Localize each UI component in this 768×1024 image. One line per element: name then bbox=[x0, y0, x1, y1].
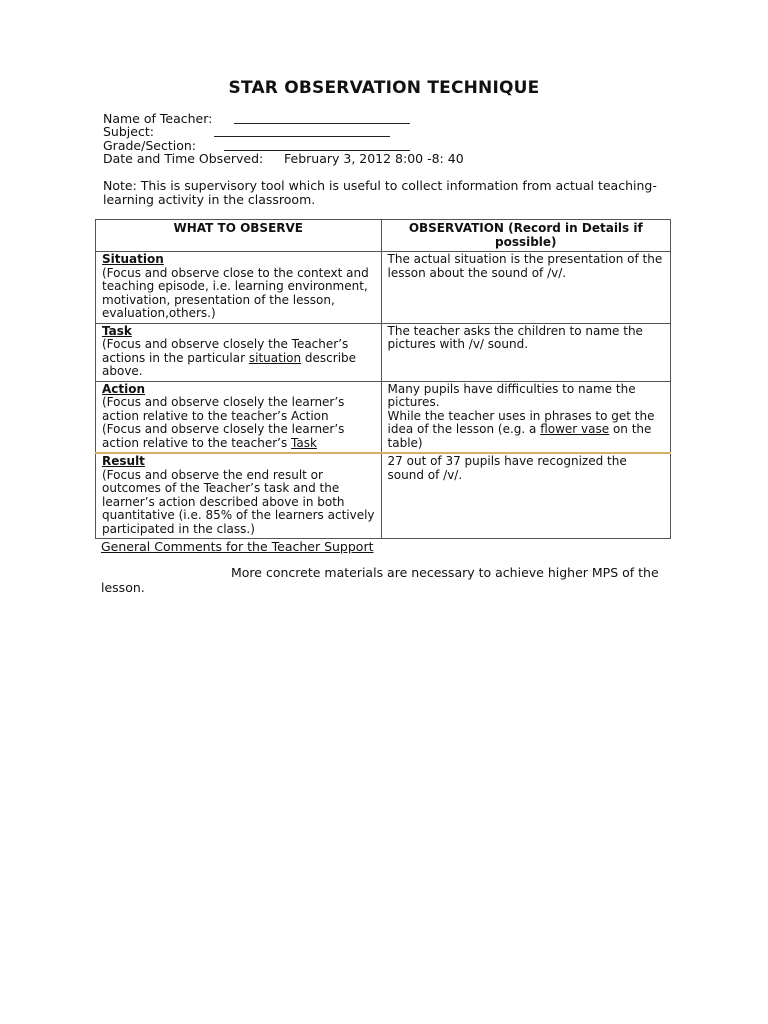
table-row-result bbox=[96, 453, 671, 539]
teacher-name-line bbox=[234, 123, 410, 124]
flower-vase-link: flower vase bbox=[540, 422, 610, 436]
action-cell bbox=[96, 381, 382, 453]
grade-section-label: Grade/Section: bbox=[103, 137, 196, 153]
table-header-row bbox=[96, 220, 671, 252]
grade-section-row bbox=[103, 139, 263, 152]
task-description-end: describe above. bbox=[102, 350, 357, 378]
action-observation-2-end: on the table) bbox=[387, 422, 652, 450]
general-comments-body: More concrete materials are necessary to achieve higher MPS of the lesson. bbox=[101, 565, 659, 595]
task-description-start: (Focus and observe closely the Teacher’s actions in the particular bbox=[102, 337, 349, 365]
situation-description: (Focus and observe close to the context and teaching episode, i.e. learning environment, motivation, presentation of the lesson, evaluation,others.) bbox=[102, 265, 369, 320]
situation-label: Situation bbox=[102, 252, 164, 266]
result-description: (Focus and observe the end result or outcomes of the Teacher’s task and the learner’s action described above in both quantitative (i.e. 85% of the learners actively participated in the class.) bbox=[102, 467, 375, 536]
date-time-label: Date and Time Observed: bbox=[103, 150, 264, 166]
subject-line bbox=[214, 136, 390, 137]
situation-cell bbox=[96, 252, 382, 324]
table-row-action bbox=[96, 381, 671, 453]
action-description-1: (Focus and observe closely the learner’s action relative to the teacher’s Action bbox=[102, 395, 345, 423]
result-label: Result bbox=[102, 454, 145, 468]
table-row-task bbox=[96, 323, 671, 381]
teacher-name-label: Name of Teacher: bbox=[103, 111, 213, 126]
header-what-to-observe: WHAT TO OBSERVE bbox=[96, 220, 382, 252]
general-comments-heading: General Comments for the Teacher Support bbox=[101, 539, 374, 554]
action-label: Action bbox=[102, 381, 146, 396]
date-time-row bbox=[103, 150, 464, 166]
task-observation: The teacher asks the children to name the pictures with /v/ sound. bbox=[381, 323, 670, 381]
action-description-2: (Focus and observe closely the learner’s action relative to the teacher’s bbox=[102, 422, 345, 450]
action-task-link: Task bbox=[291, 435, 317, 450]
action-observation-1: Many pupils have difficulties to name the pictures. bbox=[387, 381, 636, 409]
action-observation-cell bbox=[381, 381, 670, 453]
task-situation-link: situation bbox=[248, 350, 302, 365]
table-row-situation bbox=[96, 252, 671, 324]
teacher-info-block bbox=[103, 111, 464, 166]
situation-observation: The actual situation is the presentation of the lesson about the sound of /v/. bbox=[381, 252, 670, 324]
result-cell bbox=[96, 453, 382, 539]
date-time-value: February 3, 2012 8:00 -8: 40 bbox=[284, 150, 464, 166]
subject-label: Subject: bbox=[103, 124, 154, 140]
teacher-name-row bbox=[103, 112, 263, 125]
document-title: STAR OBSERVATION TECHNIQUE bbox=[228, 78, 540, 98]
result-observation: 27 out of 37 pupils have recognized the sound of /v/. bbox=[381, 453, 670, 539]
task-label: Task bbox=[102, 323, 132, 338]
header-observation: OBSERVATION (Record in Details if possible) bbox=[381, 220, 670, 252]
task-cell bbox=[96, 323, 382, 381]
observation-table bbox=[95, 219, 671, 539]
action-observation-2-start: While the teacher uses in phrases to get the idea of the lesson (e.g. a bbox=[387, 408, 655, 436]
note-text: Note: This is supervisory tool which is useful to collect information from actual teaching-learning activity in the classroom. bbox=[103, 178, 657, 207]
subject-row bbox=[103, 125, 263, 138]
